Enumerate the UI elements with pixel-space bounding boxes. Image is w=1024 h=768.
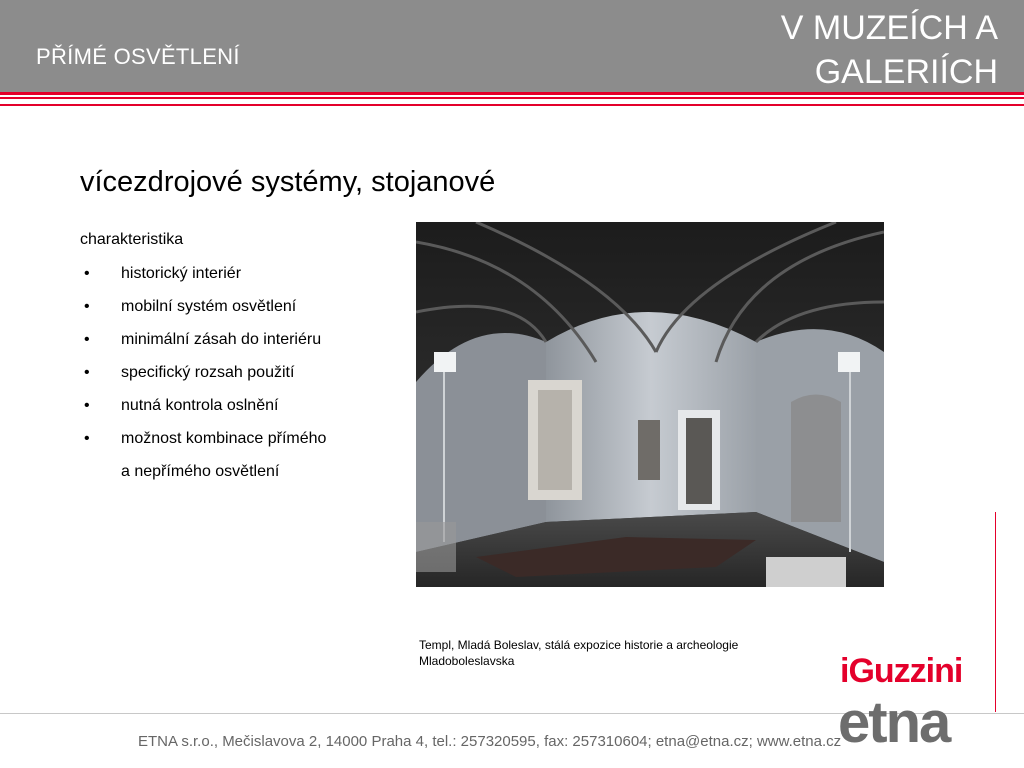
bullet-marker: • <box>84 364 90 381</box>
section-title: PŘÍMÉ OSVĚTLENÍ <box>36 44 240 69</box>
bullet-text: a nepřímého osvětlení <box>121 463 280 480</box>
bullet-marker: • <box>84 397 90 414</box>
bullet-marker: • <box>84 265 90 282</box>
bullet-text: možnost kombinace přímého <box>121 430 327 447</box>
bullet-text: historický interiér <box>121 265 242 282</box>
museum-interior-illustration <box>416 222 884 587</box>
museum-interior-photo <box>416 222 884 587</box>
header-red-rule-2 <box>0 97 1024 99</box>
bullet-text: specifický rozsah použití <box>121 364 295 381</box>
slide-title: vícezdrojové systémy, stojanové <box>80 166 496 198</box>
caption-line2: Mladoboleslavska <box>419 654 515 668</box>
bullet-text: nutná kontrola oslnění <box>121 397 279 414</box>
bullet-text: mobilní systém osvětlení <box>121 298 297 315</box>
bullet-text: minimální zásah do interiéru <box>121 331 322 348</box>
header-red-rule-3 <box>0 104 1024 106</box>
slide-topic-line2: GALERIÍCH <box>814 53 998 91</box>
iguzzini-logo: iGuzzini <box>840 652 963 690</box>
bullet-marker: • <box>84 298 90 315</box>
slide-topic <box>781 6 998 94</box>
subheading: charakteristika <box>80 231 184 248</box>
photo-caption <box>419 637 738 669</box>
slide-topic-line1: V MUZEÍCH A <box>780 9 998 47</box>
caption-line1: Templ, Mladá Boleslav, stálá expozice historie a archeologie <box>419 638 739 652</box>
red-vertical-rule <box>995 512 996 712</box>
bullet-marker: • <box>84 430 90 447</box>
header-bar <box>0 0 1024 92</box>
footer-contact: ETNA s.r.o., Mečislavova 2, 14000 Praha 4, tel.: 257320595, fax: 257310604; etna@etna.cz; www.etna.cz <box>138 733 842 750</box>
etna-logo: etna <box>838 690 950 755</box>
bullet-marker: • <box>84 331 90 348</box>
